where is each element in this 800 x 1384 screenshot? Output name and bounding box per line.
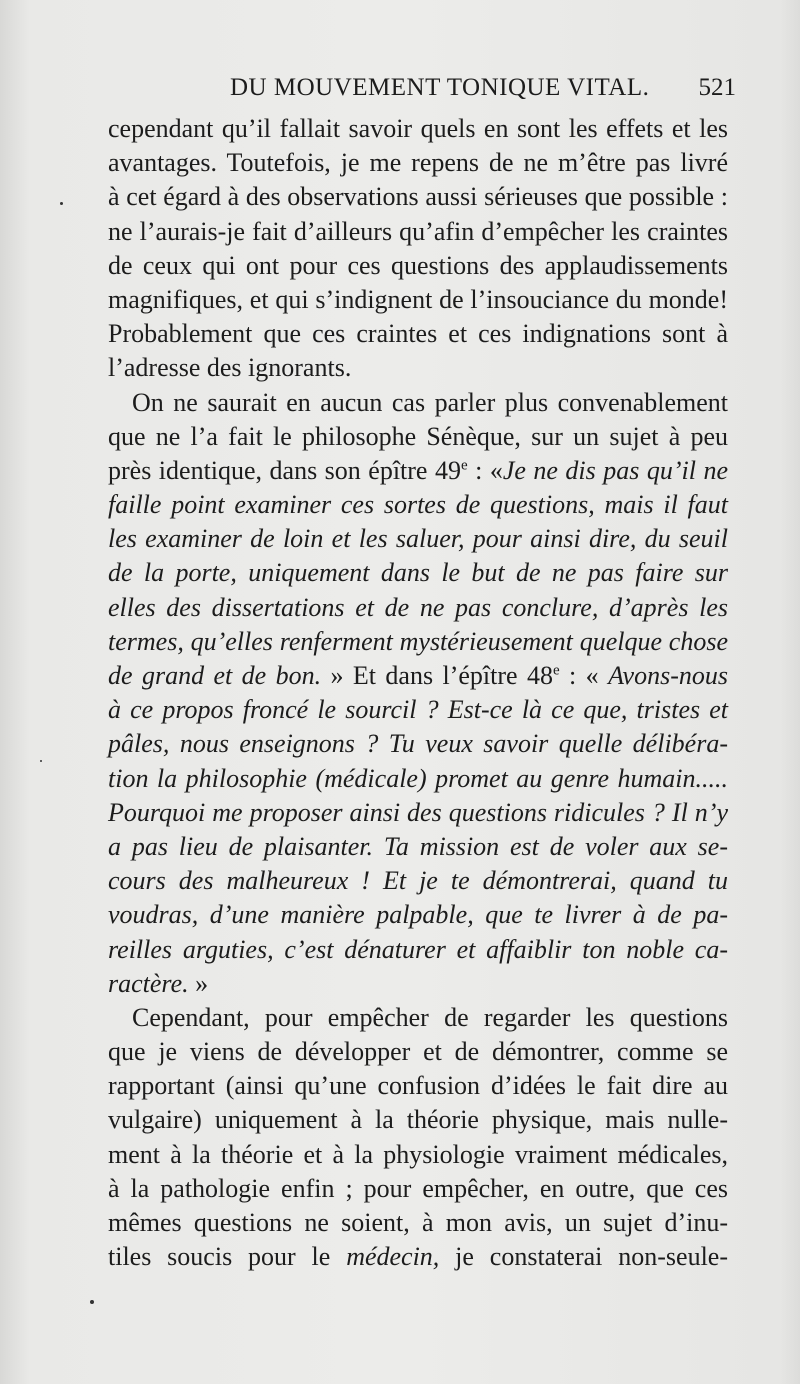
- text-line-mixed: [108, 967, 728, 1001]
- text-line: vulgaire) uniquement à la théorie physique, mais nulle-: [108, 1105, 728, 1135]
- text-run: je constaterai non-seule-: [439, 1242, 728, 1272]
- text-line: de ceux qui ont pour ces questions des applaudissements: [108, 250, 728, 280]
- superscript: e: [460, 457, 468, 474]
- text-run: : «: [467, 455, 503, 485]
- text-line-mixed: [108, 659, 728, 693]
- italic-run: de grand et de bon.: [108, 661, 322, 690]
- speck: [40, 760, 42, 762]
- italic-run: Avons-nous: [608, 661, 728, 690]
- quote-line: termes, qu’elles renferment mystérieusement quelque chose: [108, 626, 728, 656]
- text-line: l’adresse des ignorants.: [108, 353, 352, 383]
- quote-line: à ce propos froncé le sourcil ? Est-ce là ce que, tristes et: [108, 695, 728, 725]
- speck: [60, 202, 63, 205]
- text-line: que je viens de développer et de démontrer, comme se: [108, 1037, 728, 1067]
- text-line: Probablement que ces craintes et ces indignations sont à: [108, 319, 728, 349]
- text-line: ment à la théorie et à la physiologie vraiment médicales,: [108, 1139, 728, 1169]
- body-text: [108, 112, 728, 1274]
- text-line: Cependant, pour empêcher de regarder les questions: [132, 1002, 728, 1032]
- italic-run: médecin,: [346, 1242, 440, 1272]
- text-run: » Et dans l’épître 48: [321, 661, 553, 690]
- text-line: mêmes questions ne soient, à mon avis, un sujet d’inu-: [108, 1208, 728, 1237]
- text-line: ne l’aurais-je fait d’ailleurs qu’afin d’empêcher les craintes: [108, 216, 728, 246]
- text-run: : «: [559, 661, 609, 690]
- text-line: à cet égard à des observations aussi sérieuses que possible :: [108, 182, 728, 212]
- text-run: »: [188, 968, 209, 998]
- text-run: près identique, dans son épître 49: [108, 455, 461, 485]
- text-line: rapportant (ainsi qu’une confusion d’idées le fait dire au: [108, 1071, 728, 1101]
- running-head: DU MOUVEMENT TONIQUE VITAL.: [230, 74, 650, 101]
- quote-line: de la porte, uniquement dans le but de ne pas faire sur: [108, 558, 728, 588]
- quote-line: tion la philosophie (médicale) promet au genre humain.....: [108, 763, 728, 793]
- page-number: 521: [698, 74, 736, 101]
- text-line: magnifiques, et qui s’indignent de l’insouciance du monde!: [108, 284, 728, 314]
- italic-run: ractère.: [108, 968, 189, 998]
- text-run: tiles soucis pour le: [108, 1242, 347, 1272]
- text-line: que ne l’a fait le philosophe Sénèque, sur un sujet à peu: [108, 421, 728, 451]
- quote-line: Pourquoi me proposer ainsi des questions ridicules ? Il n’y: [108, 797, 728, 827]
- superscript: e: [552, 662, 560, 679]
- text-line-mixed: [108, 1240, 728, 1274]
- quote-line: les examiner de loin et les saluer, pour ainsi dire, du seuil: [108, 524, 728, 554]
- quote-line: a pas lieu de plaisanter. Ta mission est de voler aux se-: [108, 831, 728, 861]
- quote-line: cours des malheureux ! Et je te démontrerai, quand tu: [108, 866, 728, 896]
- quote-line: elles des dissertations et de ne pas conclure, d’après les: [108, 592, 728, 622]
- text-line: On ne saurait en aucun cas parler plus convenablement: [132, 387, 728, 417]
- text-line-mixed: [108, 454, 728, 488]
- italic-run: Je ne dis pas qu’il ne: [502, 455, 728, 485]
- quote-line: faille point examiner ces sortes de questions, mais il faut: [108, 490, 728, 520]
- page-header: [108, 74, 736, 108]
- text-line: avantages. Toutefois, je me repens de ne m’être pas livré: [108, 148, 728, 178]
- quote-line: reilles arguties, c’est dénaturer et affaiblir ton noble ca-: [108, 934, 728, 964]
- quote-line: voudras, d’une manière palpable, que te livrer à de pa-: [108, 900, 728, 930]
- speck: [90, 1300, 94, 1304]
- text-line: cependant qu’il fallait savoir quels en sont les effets et les: [108, 114, 728, 143]
- quote-line: pâles, nous enseignons ? Tu veux savoir quelle délibéra-: [108, 729, 728, 759]
- text-line: à la pathologie enfin ; pour empêcher, en outre, que ces: [108, 1173, 728, 1203]
